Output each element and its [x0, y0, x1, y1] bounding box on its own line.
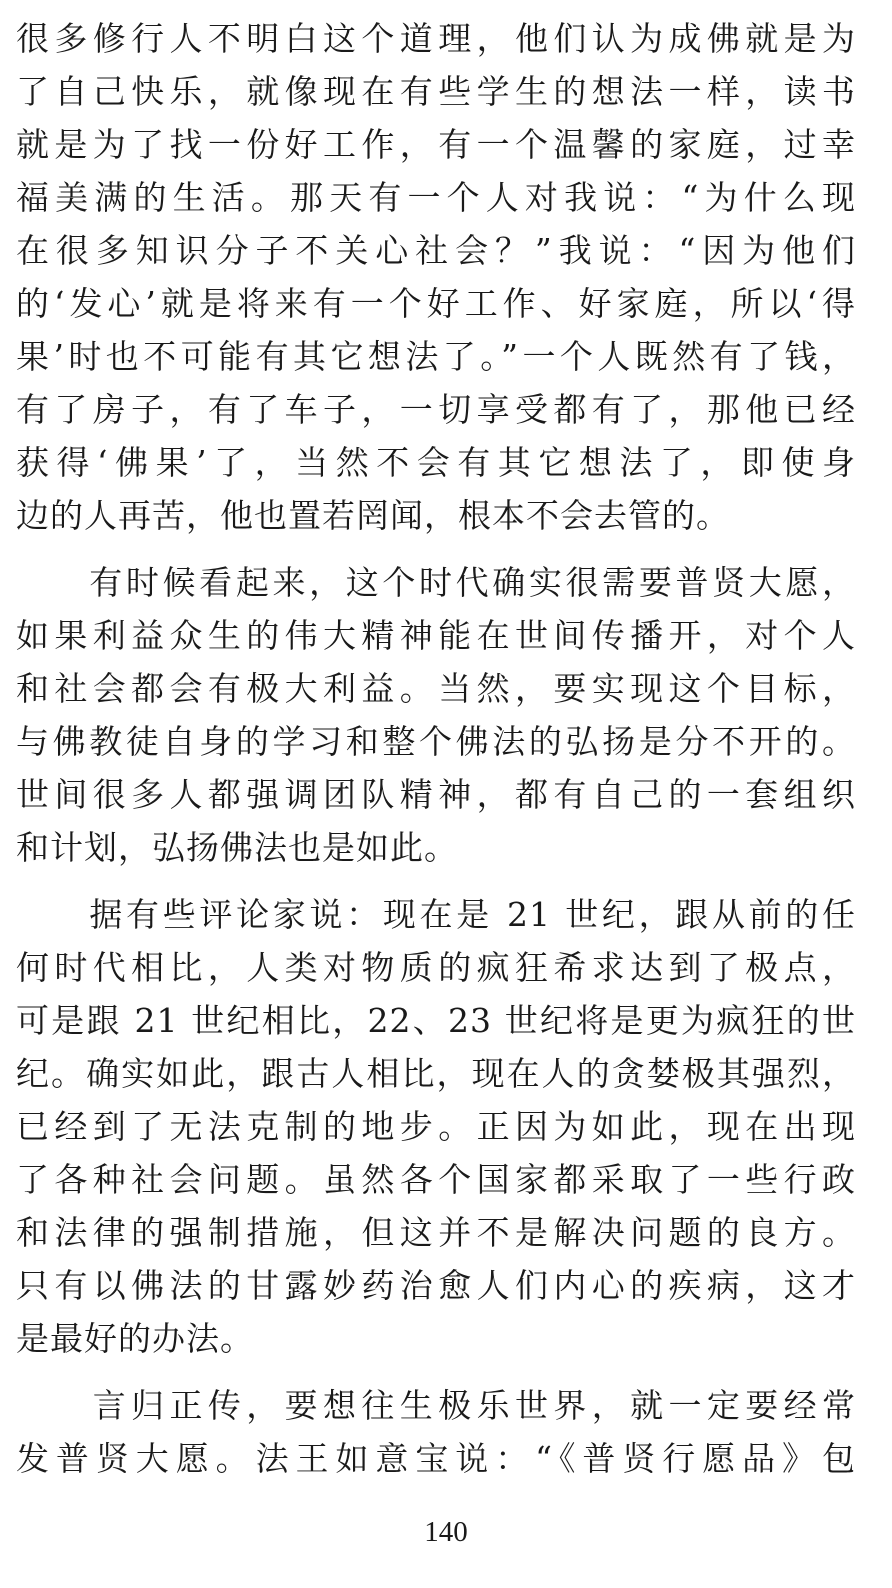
- text-line: 已经到了无法克制的地步。正因为如此，现在出现: [16, 1107, 856, 1146]
- text-line: 有了房子，有了车子，一切享受都有了，那他已经: [16, 390, 856, 429]
- text-line: 发普贤大愿。法王如意宝说：“《普贤行愿品》包: [16, 1439, 856, 1478]
- text-line: 世间很多人都强调团队精神，都有自己的一套组织: [16, 775, 856, 814]
- paragraph-3: [16, 888, 856, 1365]
- text-line: 了各种社会问题。虽然各个国家都采取了一些行政: [16, 1160, 856, 1199]
- body-text: [16, 12, 856, 1485]
- text-line: 与佛教徒自身的学习和整个佛法的弘扬是分不开的。: [16, 722, 856, 761]
- text-line: 果’时也不可能有其它想法了。”一个人既然有了钱，: [16, 337, 856, 376]
- text-line: 的‘发心’就是将来有一个好工作、好家庭，所以‘得: [16, 284, 856, 323]
- text-line: 就是为了找一份好工作，有一个温馨的家庭，过幸: [16, 125, 856, 164]
- text-line: 是最好的办法。: [16, 1319, 254, 1358]
- text-line: 何时代相比，人类对物质的疯狂希求达到了极点，: [16, 948, 856, 987]
- text-line: 了自己快乐，就像现在有些学生的想法一样，读书: [16, 72, 856, 111]
- text-line: 和法律的强制措施，但这并不是解决问题的良方。: [16, 1213, 856, 1252]
- paragraph-1: [16, 12, 856, 542]
- text-line: 和计划，弘扬佛法也是如此。: [16, 828, 458, 867]
- text-line: 如果利益众生的伟大精神能在世间传播开，对个人: [16, 616, 856, 655]
- text-line: 只有以佛法的甘露妙药治愈人们内心的疾病，这才: [16, 1266, 856, 1305]
- paragraph-gap: [16, 874, 856, 888]
- text-line: 很多修行人不明白这个道理，他们认为成佛就是为: [16, 19, 856, 58]
- text-line: 有时候看起来，这个时代确实很需要普贤大愿，: [16, 563, 856, 602]
- text-line: 在很多知识分子不关心社会？”我说：“因为他们: [16, 231, 856, 270]
- text-line: 据有些评论家说：现在是 21 世纪，跟从前的任: [16, 895, 856, 934]
- text-line: 福美满的生活。那天有一个人对我说：“为什么现: [16, 178, 856, 217]
- paragraph-gap: [16, 1365, 856, 1379]
- paragraph-4: [16, 1379, 856, 1485]
- text-line: 获得‘佛果’了，当然不会有其它想法了，即使身: [16, 443, 856, 482]
- text-line: 纪。确实如此，跟古人相比，现在人的贪婪极其强烈，: [16, 1054, 856, 1093]
- text-line: 言归正传，要想往生极乐世界，就一定要经常: [16, 1386, 856, 1425]
- text-line: 和社会都会有极大利益。当然，要实现这个目标，: [16, 669, 856, 708]
- paragraph-gap: [16, 542, 856, 556]
- text-line: 可是跟 21 世纪相比，22、23 世纪将是更为疯狂的世: [16, 1001, 856, 1040]
- text-line: 边的人再苦，他也置若罔闻，根本不会去管的。: [16, 496, 730, 535]
- paragraph-2: [16, 556, 856, 874]
- page-number: 140: [424, 1516, 468, 1548]
